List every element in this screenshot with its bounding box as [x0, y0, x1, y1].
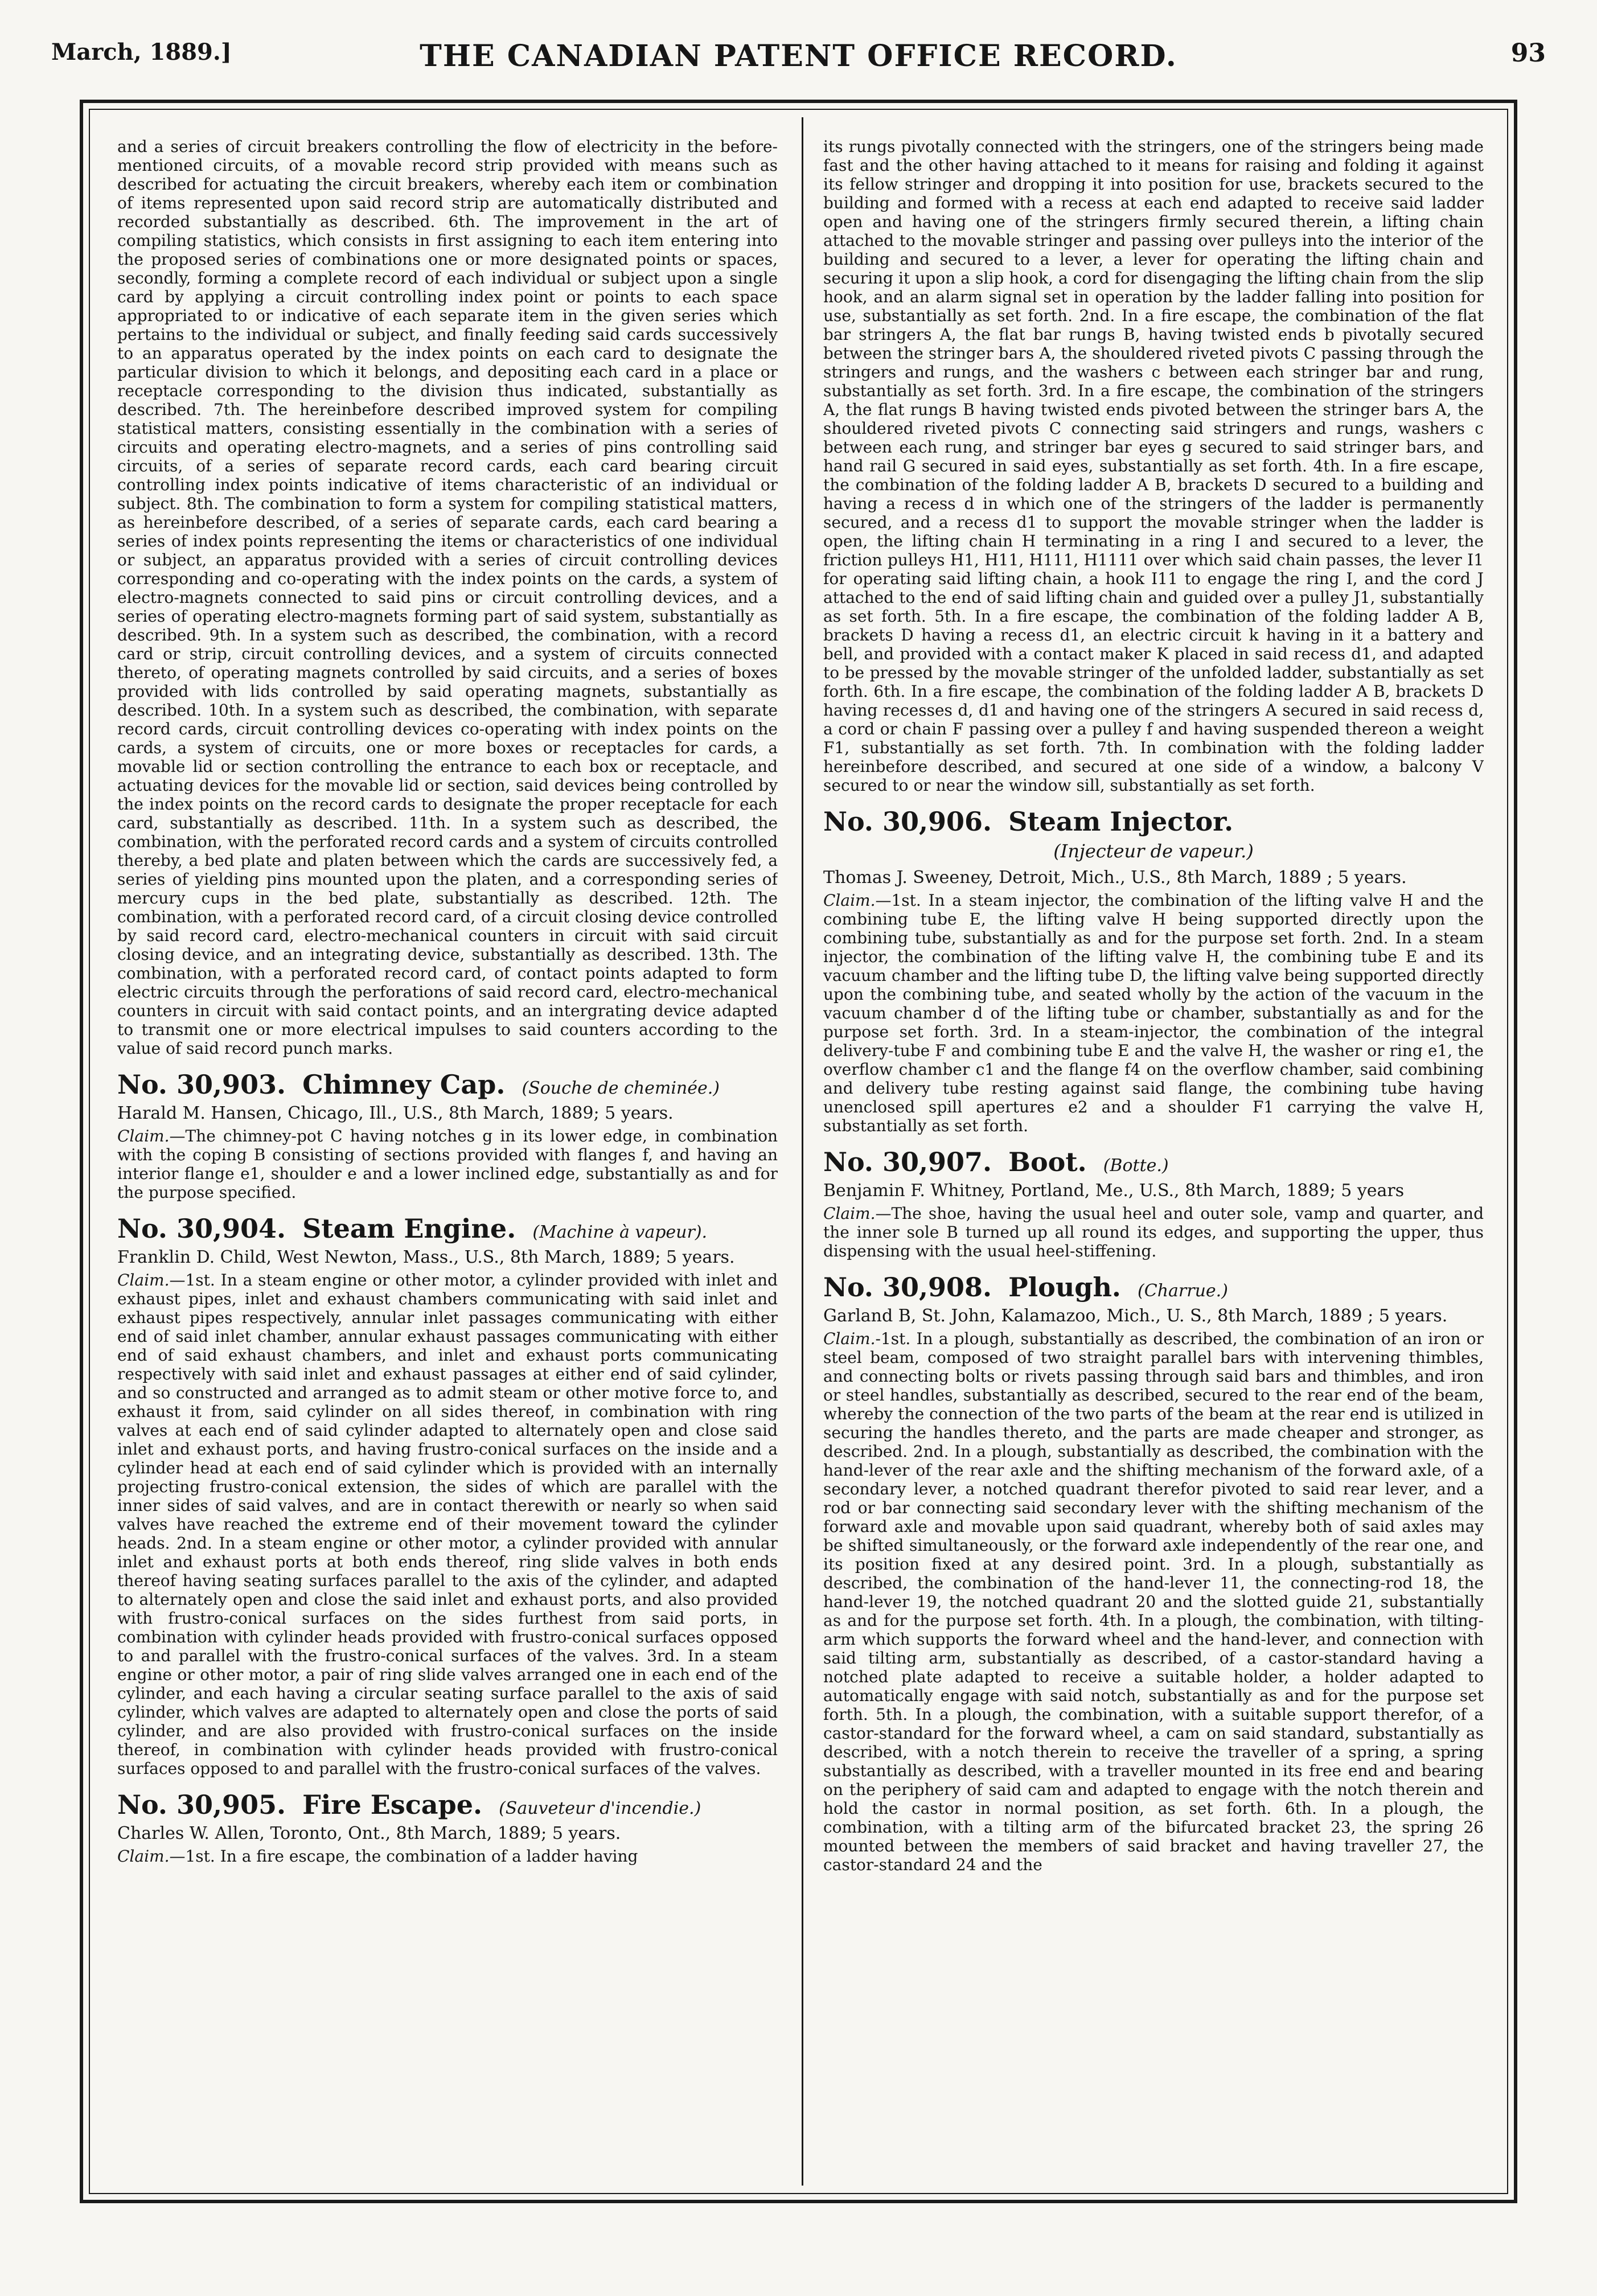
patent-number: No. 30,907. [823, 1147, 992, 1177]
invention-name: Fire Escape. [302, 1789, 482, 1820]
issue-date: March, 1889.] [51, 39, 232, 65]
french-title: (Botte.) [1103, 1156, 1169, 1176]
entry-heading [117, 1069, 778, 1100]
french-title: (Souche de cheminée.) [522, 1078, 720, 1098]
patent-number: No. 30,905. [117, 1789, 286, 1820]
patent-entry-30905 [117, 1789, 778, 1866]
claim-text [823, 1329, 1484, 1874]
right-column [823, 137, 1484, 2177]
patent-number: No. 30,906. [823, 806, 992, 837]
patent-entry-30906 [823, 806, 1484, 1135]
entry-heading [117, 1789, 778, 1820]
inventor-line: Benjamin F. Whitney, Portland, Me., U.S., 8th March, 1889; 5 years [823, 1181, 1405, 1201]
invention-name: Steam Injector. [1008, 806, 1234, 837]
claim-label: Claim. [117, 1127, 170, 1145]
claim-text [823, 891, 1484, 1135]
claim-text [117, 1271, 778, 1778]
claim-body: —The shoe, having the usual heel and outer sole, vamp and quarter, and the inner sole B turned up all round its edges, and supporting the upper, thus dispensing with the usual heel-stiffening. [823, 1204, 1484, 1260]
french-title: (Charrue.) [1138, 1281, 1228, 1301]
french-title: (Sauveteur d'incendie.) [499, 1798, 701, 1818]
inventor-line: Harald M. Hansen, Chicago, Ill., U.S., 8th March, 1889; 5 years. [117, 1103, 674, 1123]
entry-heading [823, 1147, 1484, 1177]
claim-label: Claim. [823, 1329, 876, 1348]
inventor-line: Garland B, St. John, Kalamazoo, Mich., U. S., 8th March, 1889 ; 5 years. [823, 1306, 1448, 1326]
invention-name: Boot. [1008, 1147, 1087, 1177]
patent-number: No. 30,903. [117, 1069, 286, 1100]
page-number: 93 [1510, 39, 1546, 68]
claim-label: Claim. [117, 1847, 170, 1866]
publication-title: THE CANADIAN PATENT OFFICE RECORD. [420, 39, 1177, 73]
claim-text [117, 1847, 778, 1866]
entry-heading [117, 1213, 778, 1244]
claim-body: —1st. In a steam engine or other motor, a cylinder provided with inlet and exhaust pipes, inlet and exhaust chambers communicating with said inlet and exhaust pipes respectively, annular inlet passages communicating with either end of said inlet chamber, annular exhaust passages communicating with either end of said exhaust chambers, and inlet and exhaust ports communicating respectively with said inlet and exhaust passages at either end of said cylinder, and so constructed and arranged as to admit steam or other motive force to, and exhaust it from, said cylinder on all sides thereof, in combination with ring valves at each end of said cylinder adapted to alternately open and close said inlet and exhaust ports, and having frustro-conical surfaces on the inside and a cylinder head at each end of said cylinder which is provided with an internally projecting frustro-conical extension, the sides of which are parallel with the inner sides of said valves, and are in contact therewith or nearly so when said valves have reached the extreme end of their movement toward the cylinder heads. 2nd. In a steam engine or other motor, a cylinder provided with annular inlet and exhaust ports at both ends thereof, ring slide valves in both ends thereof having seating surfaces parallel to the axis of the cylinder, and adapted to alternately open and close the said inlet and exhaust ports, and also provided with frustro-conical surfaces on the sides furthest from said ports, in combination with cylinder heads provided with frustro-conical surfaces opposed to and parallel with the frustro-conical surfaces of the valves. 3rd. In a steam engine or other motor, a pair of ring slide valves arranged one in each end of the cylinder, and each having a circular seating surface parallel to the axis of said cylinder, which valves are adapted to alternately open and close the ports of said cylinder, and are also provided with frustro-conical surfaces on the inside thereof, in combination with cylinder heads provided with frustro-conical surfaces opposed to and parallel with the frustro-conical surfaces of the valves. [117, 1271, 778, 1778]
claim-label: Claim. [823, 1204, 876, 1223]
continued-claims-text: its rungs pivotally connected with the stringers, one of the stringers being made fast and the other having attached to it means for raising and folding it against its fellow stringer and dropping it into position for use, brackets secured to the building and formed with a recess at each end adapted to receive said ladder open and having one of the stringers firmly secured therein, a lifting chain attached to the movable stringer and passing over pulleys into the interior of the building and secured to a lever, a lever for operating the lifting chain and securing it upon a slip hook, a cord for disengaging the lifting chain from the slip hook, and an alarm signal set in operation by the ladder falling into position for use, substantially as set forth. 2nd. In a fire escape, the combination of the flat bar stringers A, the flat bar rungs B, having twisted ends b pivotally secured between the stringer bars A, the shouldered riveted pivots C passing through the stringers and rungs, and the washers c between each stringer bar and rung, substantially as set forth. 3rd. In a fire escape, the combination of the stringers A, the flat rungs B having twisted ends pivoted between the stringer bars A, the shouldered riveted pivots C connecting said stringers and rungs, washers c between each rung, and stringer bar eyes g secured to said stringer bars, and hand rail G secured in said eyes, substantially as set forth. 4th. In a fire escape, the combination of the folding ladder A B, brackets D secured to a building and having a recess d in which one of the stringers of the ladder is permanently secured, and a recess d1 to support the movable stringer when the ladder is open, the lifting chain H terminating in a ring I and secured to a lever, the friction pulleys H1, H11, H111, H1111 over which said chain passes, the lever I1 for operating said lifting chain, a hook I11 to engage the ring I, and the cord J attached to the end of said lifting chain and guided over a pulley J1, substantially as set forth. 5th. In a fire escape, the combination of the folding ladder A B, brackets D having a recess d1, an electric circuit k having in it a battery and bell, and provided with a contact maker K placed in said recess d1, and adapted to be pressed by the movable stringer of the unfolded ladder, substantially as set forth. 6th. In a fire escape, the combination of the folding ladder A B, brackets D having recesses d, d1 and having one of the stringers A secured in said recess d, a cord or chain F passing over a pulley f and having suspended thereon a weight F1, substantially as set forth. 7th. In combination with the folding ladder hereinbefore described, and secured at one side of a window, a balcony V secured to or near the window sill, substantially as set forth. [823, 137, 1484, 795]
patent-entry-30904 [117, 1213, 778, 1778]
inventor-line: Charles W. Allen, Toronto, Ont., 8th March, 1889; 5 years. [117, 1823, 621, 1843]
inventor-line: Thomas J. Sweeney, Detroit, Mich., U.S., 8th March, 1889 ; 5 years. [823, 868, 1407, 888]
left-column [117, 137, 778, 2177]
invention-name: Plough. [1008, 1272, 1121, 1303]
page-frame [80, 100, 1517, 2203]
claim-text [823, 1204, 1484, 1260]
entry-heading [823, 806, 1484, 837]
claim-body: —The chimney-pot C having notches g in its lower edge, in combination with the coping B consisting of sections provided with flanges f, and having an interior flange e1, shoulder e and a lower inclined edge, substantially as and for the purpose specified. [117, 1127, 778, 1202]
claim-label: Claim. [823, 891, 876, 910]
claim-text [117, 1127, 778, 1202]
continued-claims-text: and a series of circuit breakers controlling the flow of electricity in the before-mentioned circuits, of a movable record strip provided with means such as described for actuating the circuit breakers, whereby each item or combination of items represented upon said record strip are automatically distributed and recorded substantially as described. 6th. The improvement in the art of compiling statistics, which consists in first assigning to each item entering into the proposed series of combinations one or more designated points or spaces, secondly, forming a complete record of each individual or subject upon a single card by applying a circuit controlling index point or points to each space appropriated to or indicative of each separate item in the given series which pertains to the individual or subject, and finally feeding said cards successively to an apparatus operated by the index points on each card to designate the particular division to which it belongs, and depositing each card in a place or receptacle corresponding to the division thus indicated, substantially as described. 7th. The hereinbefore described improved system for compiling statistical matters, consisting essentially in the combination with a series of circuits and operating electro-magnets, and a series of pins controlling said circuits, of a series of separate record cards, each card bearing circuit controlling index points indicative of items characteristic of an individual or subject. 8th. The combination to form a system for compiling statistical matters, as hereinbefore described, of a series of separate cards, each card bearing a series of index points representing the items or characteristics of one individual or subject, an apparatus provided with a series of circuit controlling devices corresponding and co-operating with the index points on the cards, a system of electro-magnets connected to said pins or circuit controlling devices, and a series of operating electro-magnets forming part of said system, substantially as described. 9th. In a system such as described, the combination, with a record card or strip, circuit controlling devices, and a system of circuits connected thereto, of operating magnets controlled by said circuits, and a series of boxes provided with lids controlled by said operating magnets, substantially as described. 10th. In a system such as described, the combination, with separate record cards, circuit controlling devices co-operating with index points on the cards, a system of circuits, one or more boxes or receptacles for cards, a movable lid or section controlling the entrance to each box or receptacle, and actuating devices for the movable lid or section, said devices being controlled by the index points on the record cards to designate the proper receptacle for each card, substantially as described. 11th. In a system such as described, the combination, with the perforated record cards and a system of circuits controlled thereby, a bed plate and platen between which the cards are successively fed, a series of yielding pins mounted upon the platen, and a corresponding series of mercury cups in the bed plate, substantially as described. 12th. The combination, with a perforated record card, of a circuit closing device controlled by said record card, electro-mechanical counters in circuit with said circuit closing device, and an integrating device, substantially as described. 13th. The combination, with a perforated record card, of contact points adapted to form electric circuits through the perforations of said record card, electro-mechanical counters in circuit with said contact points, and an intergrating device adapted to transmit one or more electrical impulses to said counters according to the value of said record punch marks. [117, 137, 778, 1058]
invention-name: Chimney Cap. [302, 1069, 506, 1100]
page-header [51, 39, 1546, 75]
patent-entry-30903 [117, 1069, 778, 1202]
patent-number: No. 30,904. [117, 1213, 286, 1244]
patent-number: No. 30,908. [823, 1272, 992, 1303]
french-title: (Machine à vapeur). [532, 1222, 708, 1242]
claim-label: Claim. [117, 1271, 170, 1289]
column-divider [802, 117, 803, 2186]
patent-entry-30908 [823, 1272, 1484, 1874]
patent-entry-30907 [823, 1147, 1484, 1260]
french-title: (Injecteur de vapeur.) [1053, 840, 1254, 862]
claim-body: -1st. In a plough, substantially as described, the combination of an iron or steel beam, composed of two straight parallel bars with intervening thimbles, and connecting bolts or rivets passing through said bars and thimbles, and iron or steel handles, substantially as described, secured to the rear end of the beam, whereby the connection of the two parts of the beam at the rear end is utilized in securing the handles thereto, and the parts are made cheaper and stronger, as described. 2nd. In a plough, substantially as described, the combination with the hand-lever of the rear axle and the shifting mechanism of the forward axle, of a secondary lever, a notched quadrant therefor pivoted to said rear lever, and a rod or bar connecting said secondary lever with the shifting mechanism of the forward axle and movable upon said quadrant, whereby both of said axles may be shifted simultaneously, or the forward axle independently of the rear one, and its position fixed at any desired point. 3rd. In a plough, substantially as described, the combination of the hand-lever 11, the connecting-rod 18, the hand-lever 19, the notched quadrant 20 and the slotted guide 21, substantially as and for the purpose set forth. 4th. In a plough, the combination, with tilting-arm which supports the forward wheel and the hand-lever, and connection with said tilting arm, substantially as described, of a castor-standard having a notched plate adapted to receive a suitable holder, a holder adapted to automatically engage with said notch, substantially as and for the purpose set forth. 5th. In a plough, the combination, with a suitable support therefor, of a castor-standard for the forward wheel, a cam on said standard, substantially as described, with a notch therein to receive the traveller of a spring, a spring substantially as described, with a traveller mounted in its free end and bearing on the periphery of said cam and adapted to engage with the notch therein and hold the castor in normal position, as set forth. 6th. In a plough, the combination, with a tilting arm of the bifurcated bracket 23, the spring 26 mounted between the members of said bracket and having traveller 27, the castor-standard 24 and the [823, 1329, 1484, 1874]
claim-body: —1st. In a steam injector, the combination of the lifting valve H and the combining tube E, the lifting valve H being supported directly upon the combining tube, substantially as and for the purpose set forth. 2nd. In a steam injector, the combination of the lifting valve H, the combining tube E and its vacuum chamber and the lifting tube D, the lifting valve being supported directly upon the combining tube, and seated wholly by the action of the vacuum in the vacuum chamber d of the lifting tube or chamber, substantially as and for the purpose set forth. 3rd. In a steam-injector, the combination of the integral delivery-tube F and combining tube E and the valve H, the washer or ring e1, the overflow chamber c1 and the flange f4 on the overflow chamber, said combining and delivery tube resting against said flange, the combining tube having unenclosed spill apertures e2 and a shoulder F1 carrying the valve H, substantially as set forth. [823, 891, 1484, 1135]
invention-name: Steam Engine. [302, 1213, 516, 1244]
entry-heading [823, 1272, 1484, 1303]
claim-body: —1st. In a fire escape, the combination of a ladder having [169, 1847, 638, 1866]
inventor-line: Franklin D. Child, West Newton, Mass., U.S., 8th March, 1889; 5 years. [117, 1247, 735, 1267]
